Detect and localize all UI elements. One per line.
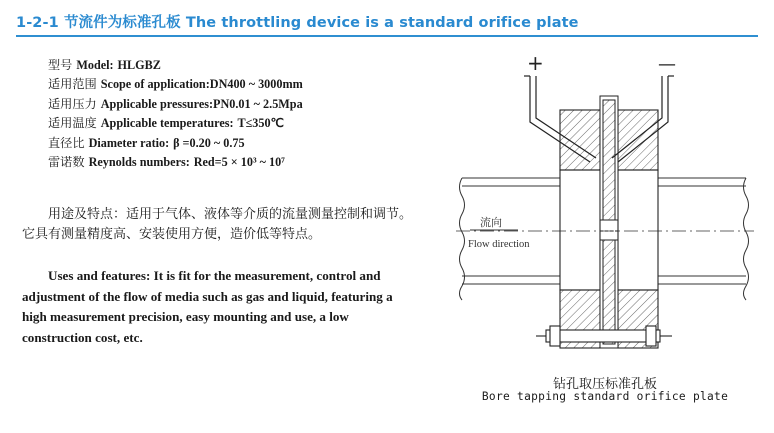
spec-label: 直径比 xyxy=(48,135,85,150)
uses-paragraph-en: Uses and features: It is fit for the measurement, control and adjustment of the flow of media such as gas and liquid, featuring a high measurement precision, easy mounting and use, a low construction cost, etc. xyxy=(22,268,393,345)
section-header xyxy=(16,11,758,37)
spec-label-en: Model: xyxy=(76,58,114,72)
flow-label-zh: 流向 xyxy=(480,216,502,229)
spec-label-en: Applicable temperatures: xyxy=(100,116,234,131)
flow-label-en: Flow direction xyxy=(468,239,530,250)
spec-row-diameter-ratio xyxy=(48,134,303,153)
spec-value: PN0.01 ~ 2.5Mpa xyxy=(213,96,303,111)
orifice-plate xyxy=(600,96,618,348)
spec-list xyxy=(48,56,303,172)
diagram-caption-zh: 钻孔取压标准孔板 xyxy=(552,377,657,392)
spec-value: Red=5 × 10³ ~ 10⁷ xyxy=(193,154,285,169)
spec-label-en: Diameter ratio: xyxy=(88,135,170,150)
uses-paragraph-zh: 用途及特点：适用于气体、液体等介质的流量测量控制和调节。它具有测量精度高、安装使用方便，造价低等特点。 xyxy=(22,207,413,242)
spec-label: 型号 xyxy=(48,58,73,72)
spec-row-scope xyxy=(48,75,303,94)
spec-label-en: Applicable pressures: xyxy=(100,96,214,111)
orifice-plate-diagram xyxy=(440,40,770,370)
minus-sign: — xyxy=(658,54,676,75)
spec-value: T≤350℃ xyxy=(237,116,285,131)
spec-label: 适用压力 xyxy=(48,96,97,111)
spec-row-reynolds xyxy=(48,153,303,172)
spec-row-pressure xyxy=(48,95,303,114)
diagram-caption-en: Bore tapping standard orifice plate xyxy=(481,390,729,403)
spec-label: 适用范围 xyxy=(48,77,97,92)
spec-value: HLGBZ xyxy=(117,58,161,72)
spec-label: 适用温度 xyxy=(48,116,97,131)
plus-sign: + xyxy=(527,51,544,75)
spec-label-en: Reynolds numbers: xyxy=(88,154,190,169)
spec-value: DN400 ~ 3000mm xyxy=(209,77,303,92)
spec-label: 雷诺数 xyxy=(48,154,85,169)
spec-row-model xyxy=(48,56,303,75)
spec-label-en: Scope of application: xyxy=(100,77,210,92)
spec-value: β =0.20 ~ 0.75 xyxy=(173,135,245,150)
section-title: 1-2-1 节流件为标准孔板 The throttling device is a standard orifice plate xyxy=(16,15,579,31)
spec-row-temperature xyxy=(48,114,303,133)
